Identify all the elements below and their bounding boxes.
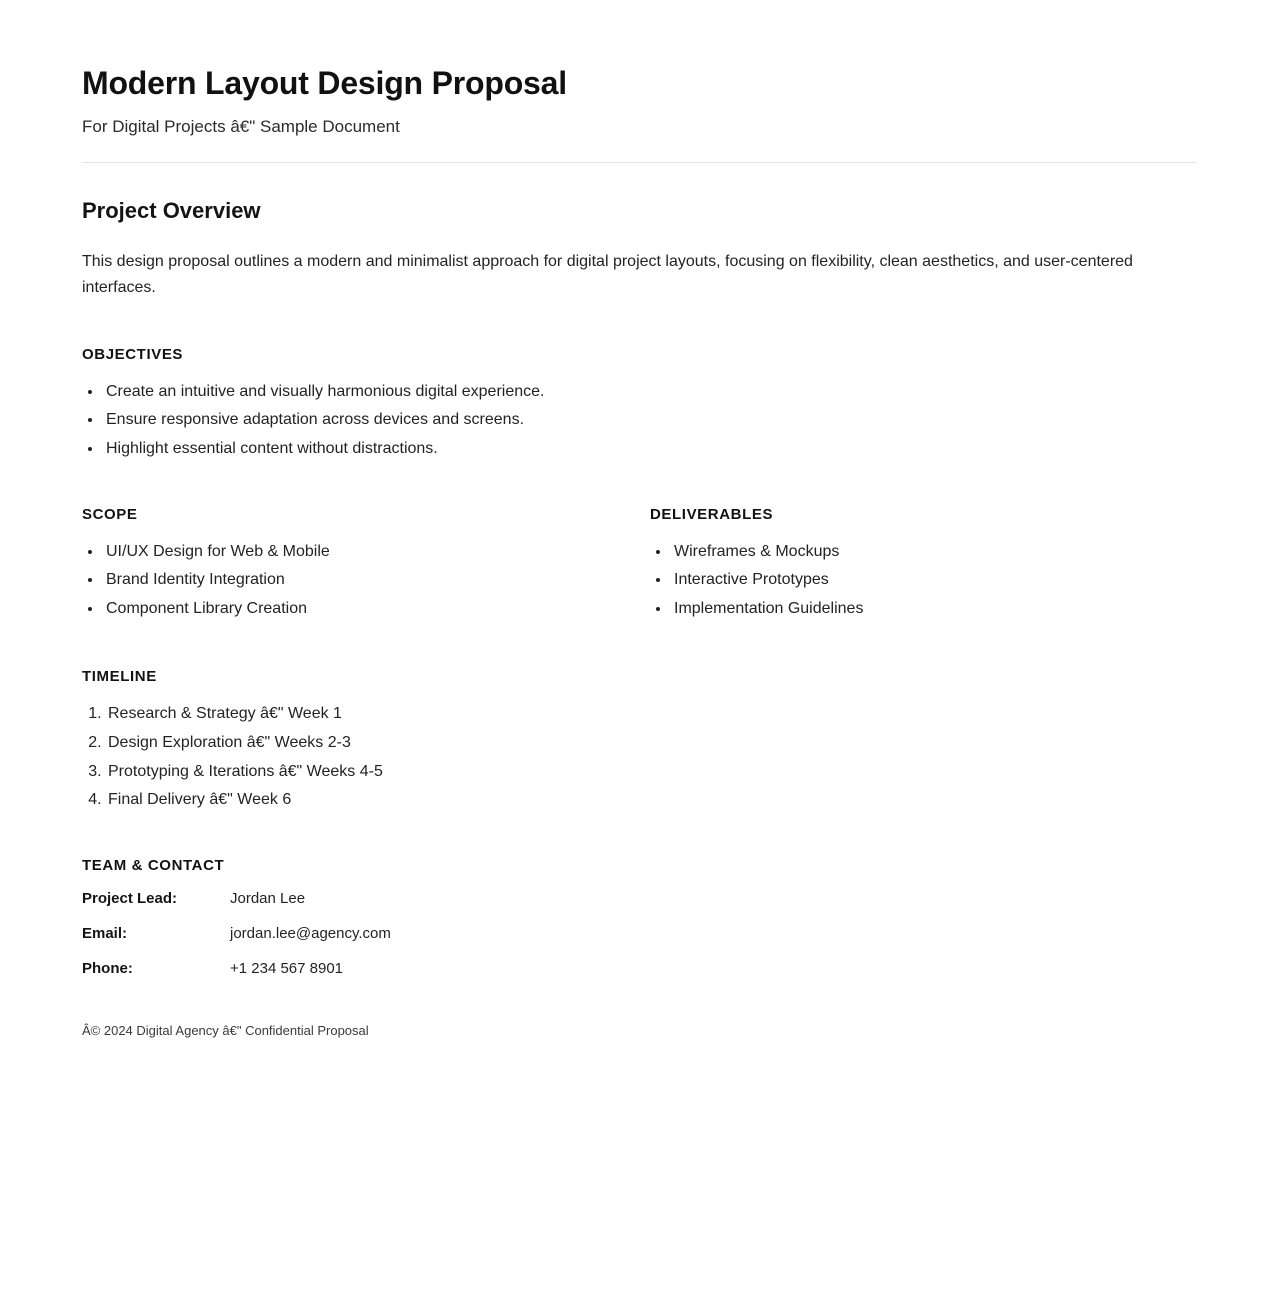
section-objectives	[82, 346, 1196, 462]
list-item: 3. Prototyping & Iterations â€" Weeks 4-5	[106, 759, 1196, 785]
section-heading-timeline: TIMELINE	[82, 668, 157, 686]
list-item: • Component Library Creation	[103, 596, 650, 622]
list-item: • Implementation Guidelines	[671, 596, 1218, 622]
contact-row-phone	[82, 960, 1196, 977]
list-item: 1. Research & Strategy â€" Week 1	[106, 701, 1196, 727]
document-header	[82, 56, 1196, 163]
timeline-list	[82, 701, 1196, 812]
section-scope	[82, 506, 650, 625]
section-heading-objectives: OBJECTIVES	[82, 345, 184, 363]
contact-row-email	[82, 925, 1196, 942]
contact-label: Phone:	[82, 959, 133, 977]
section-heading-overview: Project Overview	[82, 198, 261, 224]
contact-label: Email:	[82, 924, 128, 942]
section-deliverables	[650, 506, 1218, 625]
list-item: • UI/UX Design for Web & Mobile	[103, 539, 650, 565]
objectives-list	[82, 379, 1196, 462]
section-timeline	[82, 668, 1196, 812]
list-item: 2. Design Exploration â€" Weeks 2-3	[106, 730, 1196, 756]
list-item: • Brand Identity Integration	[103, 567, 650, 593]
section-project-overview	[82, 197, 1196, 301]
deliverables-list	[650, 539, 1218, 622]
section-heading-scope: SCOPE	[82, 505, 138, 523]
list-item: 4. Final Delivery â€" Week 6	[106, 787, 1196, 813]
header-divider	[82, 162, 1196, 163]
contact-row-project-lead	[82, 890, 1196, 907]
contact-value: Jordan Lee	[230, 889, 306, 907]
contact-label: Project Lead:	[82, 889, 178, 907]
list-item: • Create an intuitive and visually harmonious digital experience.	[103, 379, 1196, 405]
list-item: • Wireframes & Mockups	[671, 539, 1218, 565]
contact-list	[82, 890, 1196, 977]
list-item: • Ensure responsive adaptation across devices and screens.	[103, 407, 1196, 433]
scope-deliverables-columns	[82, 506, 1196, 625]
list-item: • Highlight essential content without distractions.	[103, 436, 1196, 462]
section-heading-team-contact: TEAM & CONTACT	[82, 856, 225, 874]
scope-list	[82, 539, 650, 622]
overview-paragraph: This design proposal outlines a modern and minimalist approach for digital project layouts, focusing on flexibility, clean aesthetics, and user-centered interfaces.	[82, 252, 1133, 297]
page-subtitle: For Digital Projects â€" Sample Document	[82, 117, 400, 137]
contact-value: jordan.lee@agency.com	[230, 924, 391, 942]
section-heading-deliverables: DELIVERABLES	[650, 505, 774, 523]
list-item: • Interactive Prototypes	[671, 567, 1218, 593]
page-title: Modern Layout Design Proposal	[82, 65, 567, 101]
contact-value: +1 234 567 8901	[230, 959, 344, 977]
document-footer: Â© 2024 Digital Agency â€" Confidential Proposal	[82, 1022, 369, 1038]
section-team-contact	[82, 857, 1196, 977]
